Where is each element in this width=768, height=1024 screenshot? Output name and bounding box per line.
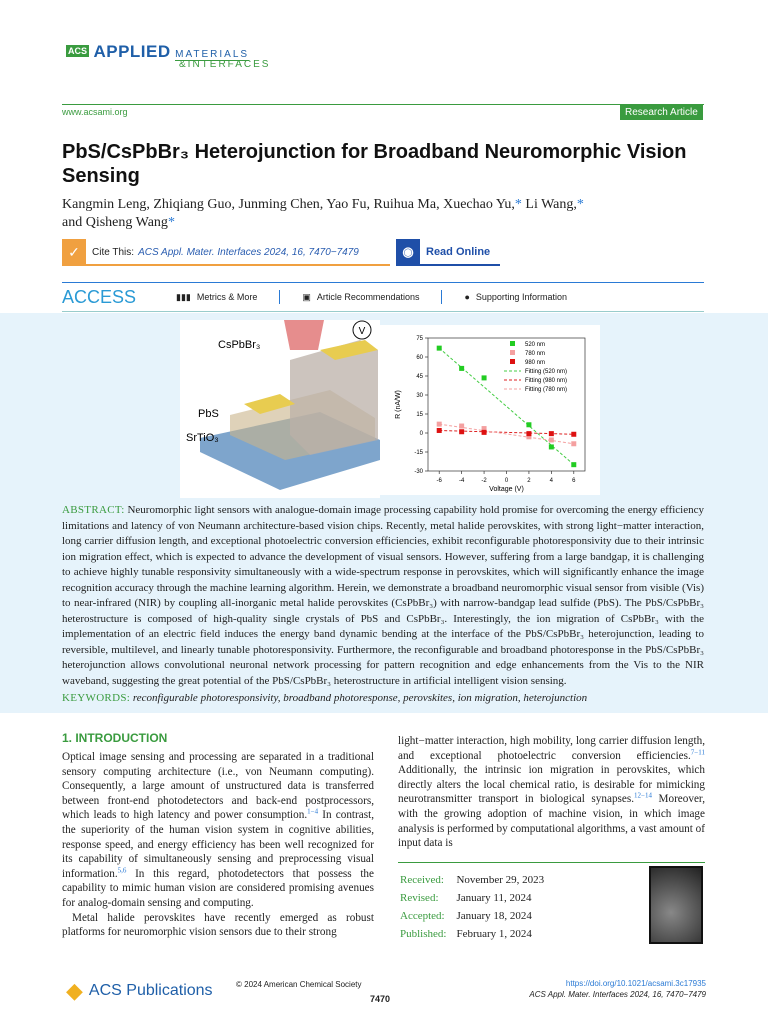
data-point bbox=[437, 428, 442, 433]
title-block bbox=[62, 140, 704, 232]
paragraph-text: Moreover, with the growing adoption of machine vision, in which image analysis is performed by computational algorithms, a vast amount of input data is bbox=[398, 793, 705, 850]
page-number: 7470 bbox=[370, 994, 391, 1004]
x-tick-label: 2 bbox=[527, 478, 531, 484]
cite-reference[interactable]: ACS Appl. Mater. Interfaces 2024, 16, 7470−7479 bbox=[138, 246, 359, 258]
data-point bbox=[459, 424, 464, 429]
paragraph-text: Additionally, the intrinsic ion migration in perovskites, which directly alters the local chemical ratio, is desirable for mimicking neurotransmitter transport in biological synapses. bbox=[398, 764, 705, 806]
header-rule bbox=[62, 104, 704, 105]
x-tick-label: -6 bbox=[436, 478, 442, 484]
legend-label: 980 nm bbox=[525, 360, 546, 366]
data-point bbox=[549, 437, 554, 442]
date-row bbox=[400, 908, 552, 924]
data-point bbox=[526, 431, 531, 436]
paragraph-text: light−matter interaction, high mobility, long carrier diffusion length, and exceptional photoelectric conversion efficiencies. bbox=[398, 735, 705, 762]
legend-label: Fitting (520 nm) bbox=[525, 369, 568, 375]
label-pbs: PbS bbox=[198, 408, 219, 420]
abstract-text: Neuromorphic light sensors with analogue-domain image processing capability hold promise for overcoming the energy efficiency limitations and latency of von Neumann architecture-based vision chips. Recently, metal halide perovskites, with strong light−matter interaction, long carrier diffusion length, and exceptional photoelectric conversion efficiencies, exhibit reconfigurable photoresponsivity due to their intrinsic ion migration effect, which is expected to advance the development of visual sensors. However, suffering from a large bandgap, it is challenging to achieve highly tunable responsivity simultaneously with a wide-spectrum response in perovskites, which will significantly enhance the image recognition accuracy through the machine learning algorithm. Herein, we demonstrate a broadband neuromorphic visual sensor from visible (Vis) to near-infrared (NIR) by coupling all-inorganic metal halide perovskites (CsPbBr₃) with narrow-bandgap lead sulfide (PbS). The PbS/CsPbBr₃ heterostructure is composed of high-quality single crystals of PbS and CsPbBr₃. Interestingly, the ion migration of CsPbBr₃ with the implementation of an electric field induces the energy band dynamic bending at the interface of the PbS/CsPbBr₃ heterojunction, leading to reversible, multilevel, and linearly tunable photoresponsivity. Furthermore, the reconfigurable and broadband photoresponse in the PbS/CsPbBr₃ heterojunction allows convolutional neuronal network processing for pattern recognition and edge enhancements from the Vis to the NIR waveband, suggesting the great potential of the PbS/CsPbBr₃ heterostructure in artificial intelligent vision sensing. bbox=[62, 504, 704, 687]
paragraph-text: In this regard, photodetectors that possess the capability to mimic human vision are considered promising avenues for analog-domain sensing and computing. bbox=[62, 867, 374, 909]
intro-column-left bbox=[62, 731, 374, 940]
paragraph-text: Metal halide perovskites have recently emerged as robust platforms for neuromorphic vision sensors due to their strong bbox=[62, 911, 374, 939]
keywords-label: KEYWORDS: bbox=[62, 692, 131, 704]
paper-title: PbS/CsPbBr₃ Heterojunction for Broadband Neuromorphic Vision Sensing bbox=[62, 141, 687, 187]
read-online-label: Read Online bbox=[426, 246, 491, 258]
publisher-name: ACS Publications bbox=[88, 982, 213, 999]
keywords-text: reconfigurable photoresponsivity, broadband photoresponse, perovskites, ion migration, heterojunction bbox=[132, 692, 588, 704]
data-point bbox=[459, 366, 464, 371]
x-tick-label: 6 bbox=[572, 478, 576, 484]
copyright: © 2024 American Chemical Society bbox=[236, 980, 362, 989]
dates-rule bbox=[398, 862, 705, 863]
voltmeter-label: V bbox=[358, 326, 366, 337]
date-value: January 18, 2024 bbox=[456, 910, 532, 922]
legend-label: Fitting (980 nm) bbox=[525, 378, 568, 384]
recommendations-link[interactable] bbox=[302, 292, 419, 303]
recommendations-label: Article Recommendations bbox=[316, 292, 420, 302]
date-label: Revised: bbox=[400, 892, 439, 904]
check-icon: ✓ bbox=[62, 239, 86, 265]
y-axis-label: R (nA/W) bbox=[395, 390, 402, 419]
bar-chart-icon: ▮▮▮ bbox=[176, 291, 191, 302]
x-tick-label: 0 bbox=[504, 478, 509, 484]
date-label: Received: bbox=[400, 874, 444, 886]
y-tick-label: 75 bbox=[416, 336, 423, 342]
si-icon: ● bbox=[464, 292, 470, 302]
data-point bbox=[437, 346, 442, 351]
citation-ref[interactable]: 1−4 bbox=[307, 807, 319, 816]
legend-label: Fitting (780 nm) bbox=[525, 387, 568, 393]
supporting-label: Supporting Information bbox=[475, 292, 567, 302]
data-point bbox=[549, 444, 554, 449]
citation-ref[interactable]: 5,6 bbox=[117, 866, 127, 875]
access-title: ACCESS bbox=[62, 286, 137, 307]
x-axis-label: Voltage (V) bbox=[489, 486, 524, 493]
journal-logo bbox=[66, 42, 271, 70]
toc-graphic bbox=[180, 320, 380, 498]
date-row bbox=[400, 890, 552, 906]
publication-dates bbox=[398, 870, 554, 944]
light-beam bbox=[284, 320, 324, 350]
data-point bbox=[437, 422, 442, 427]
section-heading: 1. INTRODUCTION bbox=[62, 731, 168, 745]
access-bar bbox=[62, 282, 704, 312]
data-point bbox=[526, 422, 531, 427]
y-tick-label: 15 bbox=[416, 412, 423, 418]
data-point bbox=[482, 430, 487, 435]
y-tick-label: -30 bbox=[414, 469, 423, 475]
corresponding-mark[interactable]: * bbox=[167, 215, 175, 230]
journal-cover-image[interactable] bbox=[649, 866, 703, 944]
date-label: Published: bbox=[400, 928, 447, 940]
article-icon: ▣ bbox=[302, 291, 311, 302]
date-label: Accepted: bbox=[400, 910, 445, 922]
supporting-info-link[interactable] bbox=[464, 292, 567, 302]
authors-text: and Qisheng Wang bbox=[62, 215, 168, 230]
date-row bbox=[400, 872, 552, 888]
data-point bbox=[571, 441, 576, 446]
authors-text: Kangmin Leng, Zhiqiang Guo, Junming Chen, Yao Fu, Ruihua Ma, Xuechao Yu, bbox=[62, 197, 515, 212]
footer-citation bbox=[529, 978, 706, 1000]
logo-applied: APPLIED bbox=[93, 42, 171, 61]
y-tick-label: 45 bbox=[416, 374, 423, 380]
y-tick-label: 30 bbox=[416, 393, 423, 399]
cite-label: Cite This: bbox=[92, 246, 135, 258]
legend-marker bbox=[510, 350, 515, 355]
y-tick-label: 60 bbox=[416, 355, 423, 361]
authors-text: Li Wang, bbox=[521, 197, 577, 212]
legend-marker bbox=[510, 341, 515, 346]
globe-icon: ◉ bbox=[396, 239, 420, 265]
paragraph-text: Optical image sensing and processing are separated in a traditional sensory computing architecture (i.e., von Neumann computing). Consequently, a large amount of unstructured data is transferred between front-end photodetectors and back-end postprocessors, which leads to high latency and power consumption. bbox=[62, 751, 374, 822]
device-schematic bbox=[180, 320, 380, 498]
article-type-badge: Research Article bbox=[620, 105, 703, 120]
divider bbox=[279, 290, 280, 304]
data-point bbox=[459, 429, 464, 434]
data-point bbox=[571, 462, 576, 467]
site-link[interactable]: www.acsami.org bbox=[62, 107, 128, 117]
legend-label: 520 nm bbox=[525, 342, 546, 348]
logo-materials: MATERIALS bbox=[175, 49, 250, 60]
responsivity-chart bbox=[380, 325, 600, 495]
corresponding-mark[interactable]: * bbox=[514, 197, 522, 212]
label-cspbbr3: CsPbBr₃ bbox=[218, 339, 261, 351]
label-srtio3: SrTiO₃ bbox=[186, 432, 219, 444]
doi-link[interactable]: https://doi.org/10.1021/acsami.3c17935 bbox=[565, 979, 706, 988]
data-point bbox=[571, 432, 576, 437]
publisher-logo bbox=[66, 978, 213, 1004]
intro-column-right bbox=[398, 734, 705, 851]
date-value: February 1, 2024 bbox=[456, 928, 532, 940]
metrics-link[interactable] bbox=[176, 292, 257, 303]
paragraph-text: In contrast, the superiority of the human vision system in cognitive abilities, response speed, and energy efficiency has been well recognized for its capability of simultaneously sensing and preprocessing visual information. bbox=[62, 809, 374, 880]
read-online-button[interactable] bbox=[396, 240, 500, 266]
acs-diamond-icon: ◆ bbox=[66, 978, 83, 1003]
citation-ref[interactable]: 12−14 bbox=[634, 791, 652, 800]
abstract-label: ABSTRACT: bbox=[62, 504, 125, 516]
citation-ref[interactable]: 7−11 bbox=[690, 747, 705, 756]
divider bbox=[441, 290, 442, 304]
x-tick-label: -2 bbox=[481, 478, 487, 484]
cite-this[interactable] bbox=[62, 240, 390, 266]
author-list bbox=[62, 196, 704, 232]
x-tick-label: 4 bbox=[549, 478, 554, 484]
y-tick-label: -15 bbox=[414, 450, 423, 456]
legend-label: 780 nm bbox=[525, 351, 546, 357]
logo-acs: ACS bbox=[68, 46, 88, 56]
keywords bbox=[62, 691, 704, 707]
date-value: November 29, 2023 bbox=[456, 874, 545, 886]
x-tick-label: -4 bbox=[458, 478, 465, 484]
date-value: January 11, 2024 bbox=[456, 892, 532, 904]
corresponding-mark[interactable]: * bbox=[576, 197, 584, 212]
y-tick-label: 0 bbox=[419, 431, 423, 437]
chart-background bbox=[380, 325, 600, 495]
abstract bbox=[62, 503, 704, 707]
footer-ref: ACS Appl. Mater. Interfaces 2024, 16, 7470−7479 bbox=[529, 990, 706, 999]
logo-interfaces: &INTERFACES bbox=[179, 59, 271, 70]
data-point bbox=[482, 375, 487, 380]
date-row bbox=[400, 926, 552, 942]
legend-marker bbox=[510, 359, 515, 364]
metrics-label: Metrics & More bbox=[196, 292, 258, 302]
data-point bbox=[549, 431, 554, 436]
